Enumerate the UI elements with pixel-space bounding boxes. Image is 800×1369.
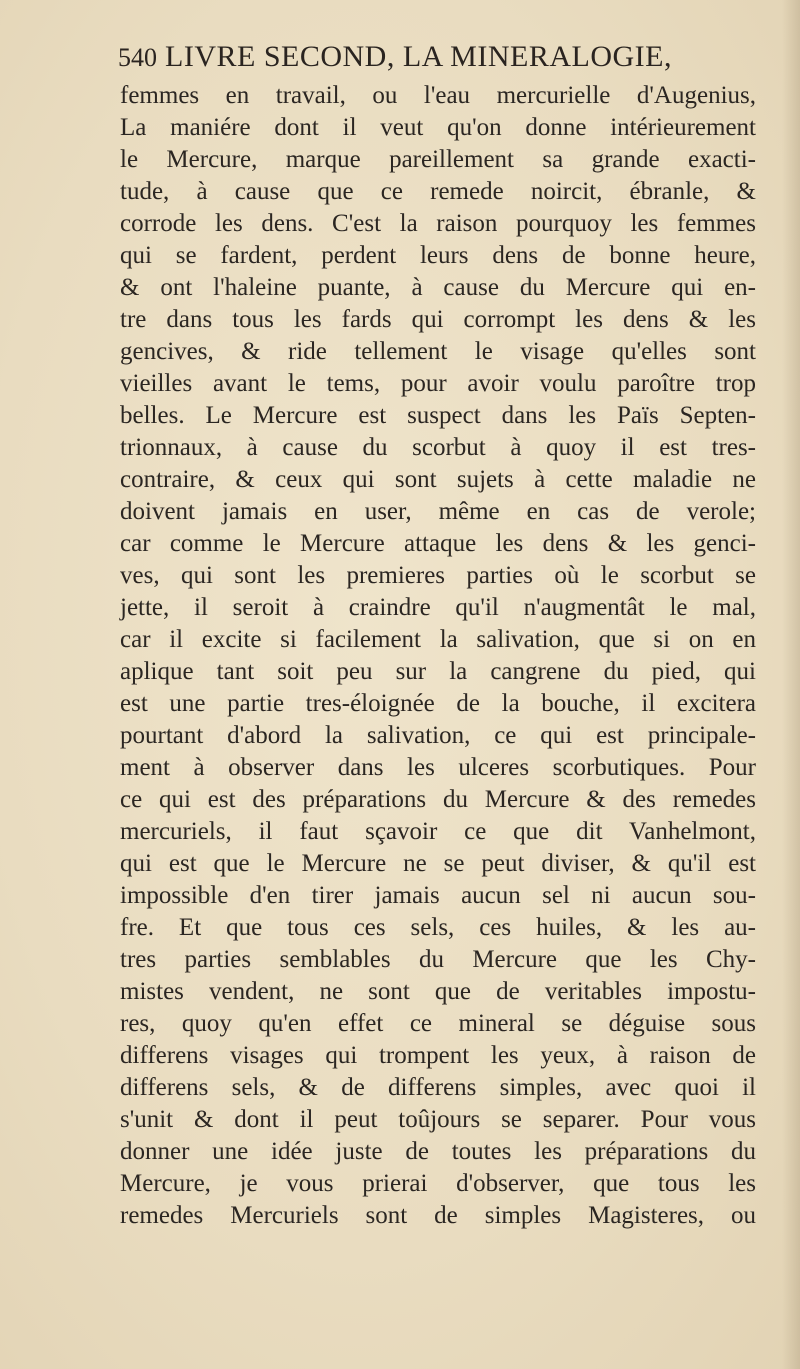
text-line: jette, il seroit à craindre qu'il n'augmentât le mal, <box>120 594 756 621</box>
text-line: ves, qui sont les premieres parties où le scorbut se <box>120 562 756 589</box>
text-line: differens sels, & de differens simples, avec quoi il <box>120 1074 756 1101</box>
text-line: impossible d'en tirer jamais aucun sel ni aucun sou- <box>120 882 756 909</box>
running-title: LIVRE SECOND, LA MINERALOGIE, <box>165 40 672 73</box>
text-line: gencives, & ride tellement le visage qu'elles sont <box>120 338 756 365</box>
text-line: car il excite si facilement la salivation, que si on en <box>120 626 756 653</box>
text-line: qui se fardent, perdent leurs dens de bonne heure, <box>120 242 756 269</box>
text-line: ment à observer dans les ulceres scorbutiques. Pour <box>120 754 756 781</box>
text-line: trionnaux, à cause du scorbut à quoy il est tres- <box>120 434 756 461</box>
text-line: femmes en travail, ou l'eau mercurielle d'Augenius, <box>120 82 756 109</box>
text-line: car comme le Mercure attaque les dens & les genci- <box>120 530 756 557</box>
text-line: qui est que le Mercure ne se peut diviser, & qu'il est <box>120 850 756 877</box>
text-line: tude, à cause que ce remede noircit, ébranle, & <box>120 178 756 205</box>
text-line: donner une idée juste de toutes les préparations du <box>120 1138 756 1165</box>
text-line: est une partie tres-éloignée de la bouche, il excitera <box>120 690 756 717</box>
text-line: differens visages qui trompent les yeux, à raison de <box>120 1042 756 1069</box>
text-line: le Mercure, marque pareillement sa grande exacti- <box>120 146 756 173</box>
text-line: tres parties semblables du Mercure que les Chy- <box>120 946 756 973</box>
text-line: corrode les dens. C'est la raison pourquoy les femmes <box>120 210 756 237</box>
text-line: contraire, & ceux qui sont sujets à cette maladie ne <box>120 466 756 493</box>
text-line: vieilles avant le tems, pour avoir voulu paroître trop <box>120 370 756 397</box>
text-line: res, quoy qu'en effet ce mineral se déguise sous <box>120 1010 756 1037</box>
text-line: La maniére dont il veut qu'on donne intérieurement <box>120 114 756 141</box>
text-line: doivent jamais en user, même en cas de verole; <box>120 498 756 525</box>
text-line: pourtant d'abord la salivation, ce qui est principale- <box>120 722 756 749</box>
text-line: s'unit & dont il peut toûjours se separer. Pour vous <box>120 1106 756 1133</box>
text-line: aplique tant soit peu sur la cangrene du pied, qui <box>120 658 756 685</box>
text-line: fre. Et que tous ces sels, ces huiles, & les au- <box>120 914 756 941</box>
page-number: 540 <box>118 43 157 72</box>
text-line: mistes vendent, ne sont que de veritables impostu- <box>120 978 756 1005</box>
page-edge-shadow <box>782 0 800 1369</box>
text-line: tre dans tous les fards qui corrompt les dens & les <box>120 306 756 333</box>
body-text <box>120 80 756 1232</box>
text-line: mercuriels, il faut sçavoir ce que dit Vanhelmont, <box>120 818 756 845</box>
text-line: Mercure, je vous prierai d'observer, que tous les <box>120 1170 756 1197</box>
text-line: ce qui est des préparations du Mercure & des remedes <box>120 786 756 813</box>
text-line: & ont l'haleine puante, à cause du Mercure qui en- <box>120 274 756 301</box>
text-line: remedes Mercuriels sont de simples Magisteres, ou <box>120 1202 756 1229</box>
text-line: belles. Le Mercure est suspect dans les Païs Septen- <box>120 402 756 429</box>
